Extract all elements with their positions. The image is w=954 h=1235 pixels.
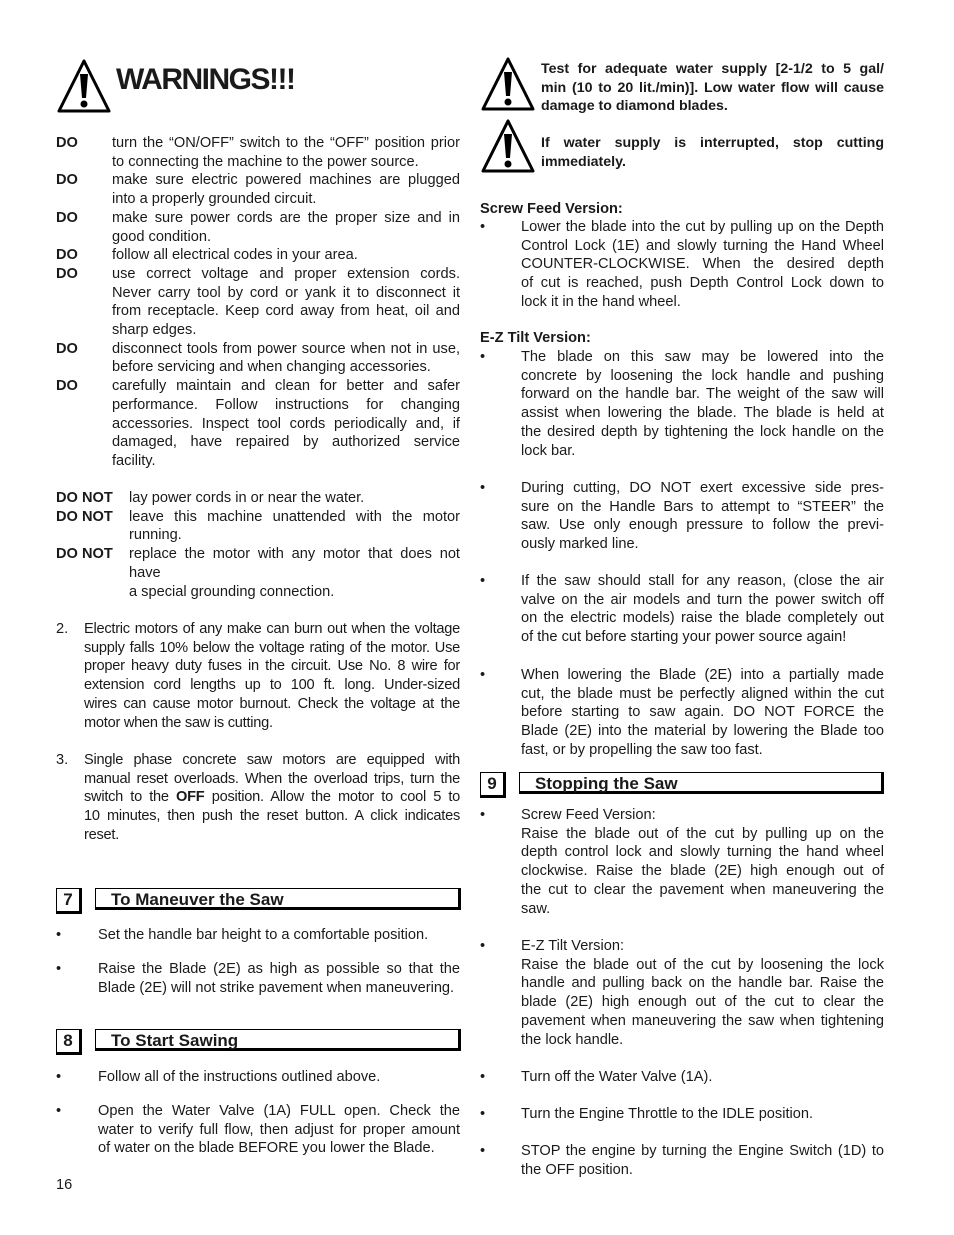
- do-not-item-label: DO NOT: [56, 546, 113, 563]
- do-item-text: turn the “ON/OFF” switch to the “OFF” position prior to connecting the machine to the power source.: [112, 135, 460, 170]
- bullet-icon: •: [480, 349, 486, 365]
- warning-triangle-icon: [480, 118, 536, 174]
- section-8-title: To Start Sawing: [95, 1029, 461, 1051]
- bullet-icon: •: [480, 667, 486, 683]
- do-not-item-text: replace the motor with any motor that does not have a special grounding connection.: [129, 546, 460, 600]
- do-not-item-label: DO NOT: [56, 490, 113, 506]
- bullet-icon: •: [56, 961, 62, 977]
- water-supply-warning: Test for adequate water supply [2-1/2 to 5 gal/ min (10 to 20 lit./min)]. Low water flow will cause damage to diamond blades.: [541, 61, 884, 115]
- bullet-icon: •: [480, 480, 486, 496]
- bullet-text: Turn off the Water Valve (1A).: [521, 1069, 713, 1085]
- bullet-text: Follow all of the instructions outlined above.: [98, 1069, 381, 1085]
- numbered-paragraph: Electric motors of any make can burn out when the voltage supply falls 10% below the voltage rating of the motor. Use proper heavy duty fuses in the circuit. Use No. 8 wire for extension cord lengths up to 100 ft. long. Under-sized wires can cause motor burnout. Check the voltage at the motor when the saw is cutting.: [84, 621, 460, 731]
- water-interrupt-warning: If water supply is interrupted, stop cutting immediately.: [541, 135, 884, 170]
- warning-triangle-icon: [480, 56, 536, 112]
- bullet-text: Turn the Engine Throttle to the IDLE position.: [521, 1106, 814, 1122]
- do-not-item-text: lay power cords in or near the water.: [129, 490, 365, 506]
- bullet-icon: •: [480, 807, 486, 823]
- section-8-heading: [56, 1029, 461, 1055]
- bullet-icon: •: [480, 1106, 486, 1122]
- bullet-icon: •: [480, 1143, 486, 1159]
- do-item-text: use correct voltage and proper extension cords. Never carry tool by cord or yank it to disconnect it from receptacle. Keep cord away from heat, oil and sharp edges.: [112, 265, 460, 338]
- bullet-icon: •: [56, 927, 62, 943]
- section-8-number: 8: [56, 1029, 82, 1055]
- ez-tilt-heading: E-Z Tilt Version:: [480, 330, 591, 346]
- do-item-text: make sure power cords are the proper size and in good condition.: [112, 209, 460, 245]
- do-not-item-label: DO NOT: [56, 508, 113, 525]
- do-item-label: DO: [56, 247, 78, 264]
- bullet-text: Set the handle bar height to a comfortable position.: [98, 927, 429, 943]
- bullet-icon: •: [480, 219, 486, 235]
- bullet-text: During cutting, DO NOT exert excessive side pres- sure on the Handle Bars to attempt to “STEER” the saw. Use only enough pressure to follow the previ- ously marked line.: [521, 480, 884, 553]
- do-item-text: follow all electrical codes in your area.: [112, 247, 358, 264]
- bullet-icon: •: [480, 573, 486, 589]
- do-item-text: make sure electric powered machines are plugged into a properly grounded circuit.: [112, 172, 460, 208]
- section-7-number: 7: [56, 888, 82, 914]
- bullet-text: Lower the blade into the cut by pulling up on the Depth Control Lock (1E) and slowly turning the Hand Wheel COUNTER-CLOCKWISE. When the desired depth of cut is reached, push Depth Control Lock down to lock it in the hand wheel.: [521, 219, 884, 310]
- do-not-item-text: leave this machine unattended with the motor running.: [129, 508, 460, 544]
- section-7-title: To Maneuver the Saw: [95, 888, 461, 910]
- do-item-label: DO: [56, 209, 78, 226]
- bullet-text: The blade on this saw may be lowered into the concrete by loosening the lock handle and pushing forward on the handle bar. The weight of the saw will assist when lowering the blade. The blade is held at the desired depth by tightening the lock handle on the lock bar.: [521, 349, 884, 459]
- do-item-label: DO: [56, 265, 78, 282]
- warnings-title: WARNINGS!!!: [116, 63, 295, 96]
- bullet-text: If the saw should stall for any reason, (close the air valve on the air models and turn the power switch off on the electric models) raise the blade completely out of the cut before starting your power source again!: [521, 573, 884, 646]
- bullet-text: STOP the engine by turning the Engine Switch (1D) to the OFF position.: [521, 1143, 884, 1178]
- bullet-icon: •: [56, 1103, 62, 1119]
- do-item-label: DO: [56, 340, 78, 357]
- do-item-text: disconnect tools from power source when not in use, before servicing and when changing accessories.: [112, 340, 460, 376]
- numbered-paragraph: Single phase concrete saw motors are equipped with manual reset overloads. When the overload trips, turn the switch to the OFF position. Allow the motor to cool 5 to 10 minutes, then push the reset button. A click indicates reset.: [84, 752, 461, 843]
- bullet-icon: •: [480, 938, 486, 954]
- numbered-marker: 2.: [56, 621, 69, 637]
- screw-feed-heading: Screw Feed Version:: [480, 201, 623, 217]
- section-7-heading: [56, 888, 461, 914]
- do-item-text: carefully maintain and clean for better and safer performance. Follow instructions for changing accessories. Inspect tool cords periodically and, if damaged, have repaired by authorized service facility.: [112, 378, 460, 469]
- numbered-marker: 3.: [56, 752, 69, 768]
- do-item-label: DO: [56, 172, 78, 189]
- bullet-icon: •: [480, 1069, 486, 1085]
- do-item-label: DO: [56, 378, 78, 395]
- do-item-label: DO: [56, 135, 78, 151]
- bullet-icon: •: [56, 1069, 62, 1085]
- bullet-text: E-Z Tilt Version: Raise the blade out of the cut by loosening the lock handle and pulling back on the handle bar. Raise the blade (2E) high enough out of the cut to clear the pavement when maneuvering the saw when tightening the lock handle.: [521, 938, 884, 1048]
- warning-triangle-icon: [56, 58, 112, 114]
- bullet-text: Screw Feed Version: Raise the blade out of the cut by pulling up on the depth control lock and slowly turning the hand wheel clockwise. Raise the blade (2E) high enough out of the cut to clear the pavement when maneuvering the saw.: [521, 807, 884, 917]
- bullet-text: Open the Water Valve (1A) FULL open. Check the water to verify full flow, then adjust for proper amount of water on the blade BEFORE you lower the Blade.: [98, 1103, 460, 1157]
- section-9-heading: [480, 772, 884, 798]
- section-9-title: Stopping the Saw: [519, 772, 884, 794]
- bullet-text: When lowering the Blade (2E) into a partially made cut, the blade must be perfectly aligned within the cut before starting to saw again. DO NOT FORCE the Blade (2E) into the material by lowering the Blade too fast, or by propelling the saw too fast.: [521, 667, 884, 758]
- page-number: 16: [56, 1177, 73, 1193]
- bullet-text: Raise the Blade (2E) as high as possible so that the Blade (2E) will not strike pavement when maneuvering.: [98, 961, 460, 996]
- section-9-number: 9: [480, 772, 506, 798]
